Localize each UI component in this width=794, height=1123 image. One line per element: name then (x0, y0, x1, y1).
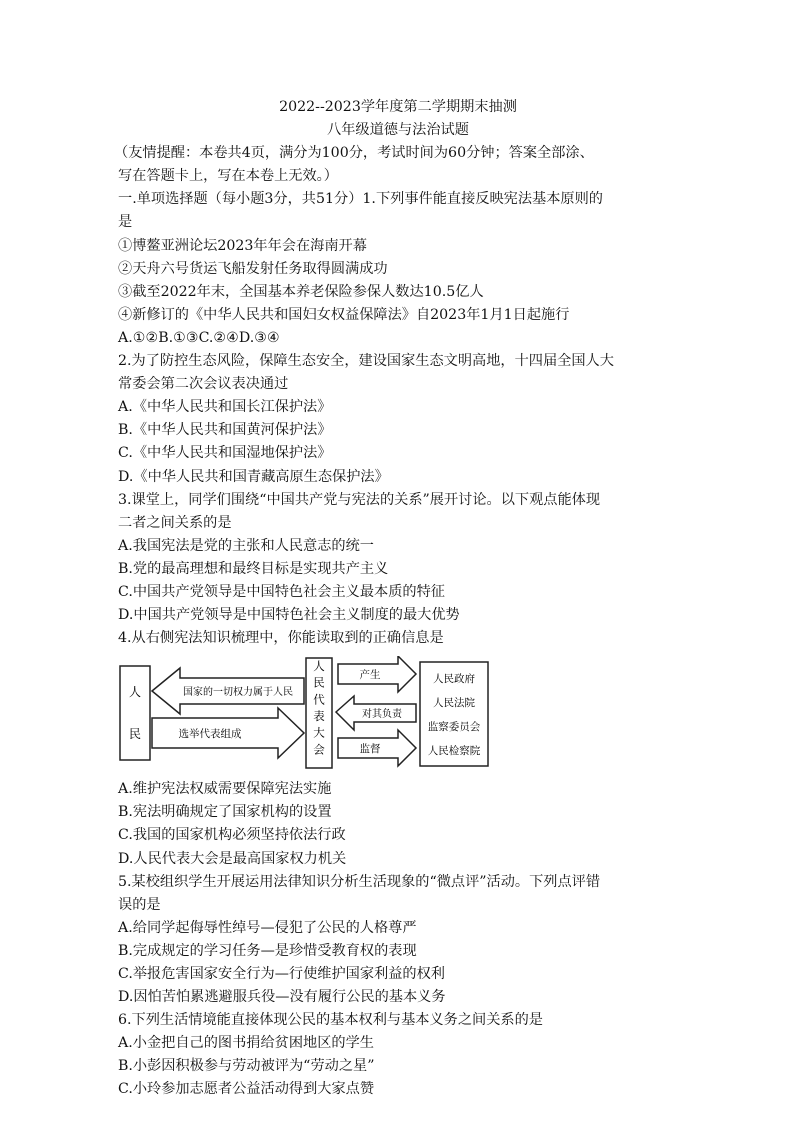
people-box (120, 666, 150, 760)
q5-option-d: D.因怕苦怕累逃避服兵役—没有履行公民的基本义务 (118, 989, 446, 1006)
q5-option-c: C.举报危害国家安全行为—行使维护国家利益的权利 (118, 966, 445, 982)
constitution-diagram (118, 656, 618, 774)
q3-stem: 3.课堂上，同学们围绕“中国共产党与宪法的关系”展开讨论。以下观点能体现 (118, 491, 601, 508)
organ-supervisory-commission: 监察委员会 (427, 721, 481, 734)
arrow-power-belongs-label: 国家的一切权力属于人民 (183, 687, 293, 699)
q2-option-a: A.《中华人民共和国长江保护法》 (118, 399, 332, 416)
arrow-produce-label: 产生 (359, 669, 381, 682)
section-heading-q1: 一.单项选择题（每小题3分，共51分）1.下列事件能直接反映宪法基本原则的 (118, 191, 603, 208)
exam-page (114, 96, 678, 1102)
congress-label-char: 会 (313, 742, 325, 757)
q5-option-a: A.给同学起侮辱性绰号—侵犯了公民的人格尊严 (118, 919, 417, 936)
q1-options: A.①②B.①③C.②④D.③④ (118, 329, 280, 346)
q4-option-c: C.我国的国家机构必须坚持依法行政 (118, 827, 346, 844)
arrow-responsible-label: 对其负责 (362, 709, 402, 721)
q2-stem: 2.为了防控生态风险，保障生态安全，建设国家生态文明高地，十四届全国人大 (118, 353, 614, 370)
q1-item-1: ①博鳌亚洲论坛2023年年会在海南开幕 (118, 237, 367, 254)
organ-procuratorate: 人民检察院 (427, 745, 481, 758)
exam-subtitle: 八年级道德与法治试题 (327, 122, 469, 139)
q1-stem-cont: 是 (118, 214, 133, 231)
q1-item-4: ④新修订的《中华人民共和国妇女权益保障法》自2023年1月1日起施行 (118, 306, 570, 323)
q5-stem-cont: 误的是 (118, 896, 161, 913)
people-char-1: 人 (128, 685, 142, 700)
arrow-supervise-label: 监督 (359, 743, 381, 756)
q2-option-b: B.《中华人民共和国黄河保护法》 (118, 422, 332, 439)
people-char-2: 民 (128, 727, 142, 742)
q6-option-a: A.小金把自己的图书捐给贫困地区的学生 (118, 1035, 374, 1052)
q2-stem-cont: 常委会第二次会议表决通过 (118, 376, 289, 393)
q3-option-b: B.党的最高理想和最终目标是实现共产主义 (118, 560, 389, 577)
q4-option-a: A.维护宪法权威需要保障宪法实施 (118, 781, 332, 798)
organ-court: 人民法院 (433, 697, 475, 710)
q3-stem-cont: 二者之间关系的是 (118, 514, 232, 531)
q5-stem: 5.某校组织学生开展运用法律知识分析生活现象的“微点评”活动。下列点评错 (118, 873, 601, 890)
q6-option-b: B.小彭因积极参与劳动被评为“劳动之星” (118, 1058, 375, 1075)
notice-line-1: （友情提醒：本卷共4页，满分为100分，考试时间为60分钟；答案全部涂、 (114, 145, 594, 162)
q6-option-c: C.小玲参加志愿者公益活动得到大家点赞 (118, 1081, 375, 1098)
arrow-elect-deputies-label: 选举代表组成 (178, 728, 242, 741)
exam-title: 2022--2023学年度第二学期期末抽测 (279, 99, 517, 115)
q2-option-d: D.《中华人民共和国青藏高原生态保护法》 (118, 468, 389, 485)
q1-item-3: ③截至2022年末，全国基本养老保险参保人数达10.5亿人 (118, 283, 484, 300)
congress-label-char: 大 (313, 725, 325, 740)
congress-label-char: 人 (313, 659, 325, 674)
q3-option-a: A.我国宪法是党的主张和人民意志的统一 (118, 537, 374, 554)
q6-stem: 6.下列生活情境能直接体现公民的基本权利与基本义务之间关系的是 (118, 1012, 543, 1029)
q3-option-c: C.中国共产党领导是中国特色社会主义最本质的特征 (118, 583, 445, 600)
q5-option-b: B.完成规定的学习任务—是珍惜受教育权的表现 (118, 942, 417, 959)
q2-option-c: C.《中华人民共和国湿地保护法》 (118, 445, 332, 462)
notice-line-2: 写在答题卡上，写在本卷上无效。） (118, 168, 338, 185)
diagram-svg (118, 656, 618, 774)
q4-stem: 4.从右侧宪法知识梳理中，你能读取到的正确信息是 (118, 630, 444, 647)
q4-option-b: B.宪法明确规定了国家机构的设置 (118, 804, 332, 821)
congress-label-char: 代 (313, 692, 325, 707)
q4-option-d: D.人民代表大会是最高国家权力机关 (118, 850, 347, 867)
q3-option-d: D.中国共产党领导是中国特色社会主义制度的最大优势 (118, 607, 460, 624)
congress-label-char: 民 (313, 675, 325, 690)
congress-label-char: 表 (313, 709, 325, 724)
organ-government: 人民政府 (433, 673, 475, 686)
q1-item-2: ②天舟六号货运飞船发射任务取得圆满成功 (118, 260, 388, 277)
